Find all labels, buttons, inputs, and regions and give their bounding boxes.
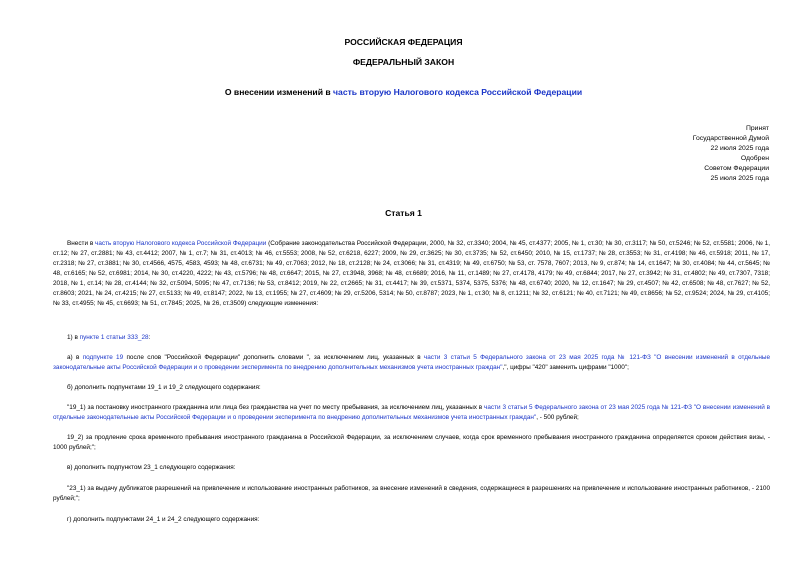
paragraph-23-1: "23_1) за выдачу дубликатов разрешений на привлечение и использование иностранных работников, за внесение изменений в сведения, содержащиеся в разрешениях на привлечение и использование иностранных работников, - 2100 рублей;";: [53, 485, 770, 502]
paragraph-item-1: [53, 333, 770, 343]
paragraph-text: , - 500 рублей;: [536, 414, 579, 421]
adoption-block: [693, 124, 769, 184]
paragraph-item-a: [53, 353, 770, 373]
federal-law-121-link[interactable]: части 3 статьи 5 Федерального закона от 23 мая 2025 года № 121-ФЗ "О внесении изменений в отдельные законодательные акты Российской Федерации и о проведении эксперимента по внедрению дополнительных механизмов учета иностранных граждан": [53, 404, 770, 421]
adoption-line: Одобрен: [740, 155, 769, 162]
article-333-28-link[interactable]: пункте 1 статьи 333_28: [79, 334, 149, 341]
paragraph-text: (Собрание законодательства Российской Федерации, 2000, № 32, ст.3340; 2004, № 45, ст.4377; 2005, № 1, ст.30; № 30, ст.3117; № 50, ст.5246; № 52, ст.5581; 2006, № 1, ст.12; № 27, ст.2881; № 43, ст.4412; 2007, № 1, ст.7; № 31, ст.4013; № 46, ст.5553; 2008, № 52, ст.6218, 6227; 2009, № 29, ст.3625; № 30, ст.3735; № 52, ст.6450; 2010, № 15, ст.1737; № 28, ст.3553; № 31, ст.4198; № 46, ст.5918; 2011, № 17, ст.2318; № 27, ст.3881; № 30, ст.4566, 4575, 4583, 4593; № 48, ст.6731; № 49, ст.7063; 2012, № 18, ст.2128; № 24, ст.3066; № 31, ст.4319; № 49, ст.6750; № 53, ст. 7578, 7607; 2013, № 9, ст.874; № 14, ст.1647; № 30, ст.4084; № 44, ст.5645; № 48, ст.6165; № 52, ст.6981; 2014, № 30, ст.4220, 4222; № 43, ст.5796; № 48, ст.6647; 2015, № 27, ст.3948, 3968; № 48, ст.6689; 2016, № 11, ст.1489; № 27, ст.4178, 4179; № 49, ст.6844; 2017, № 27, ст.3942; № 31, ст.4802; № 49, ст.7307, 7318; 2018, № 1, ст.14; № 28, ст.4144; № 32, ст.5094, 5095; № 47, ст.7136; № 53, ст.8412; 2019, № 22, ст.2665; № 31, ст.4417; № 39, ст.5371, 5374, 5375, 5376; № 48, ст.6740; 2020, № 12, ст.1647; № 29, ст.4507; № 42, ст.6508; № 48, ст.7627; № 52, ст.8603; 2021, № 24, ст.4215; № 27, ст.5133; № 49, ст.8147; 2022, № 13, ст.1955; № 27, ст.4609; № 29, ст.5206, 5314; № 50, ст.8787; 2023, № 1, ст.30; № 8, ст.1211; № 32, ст.6121; № 40, ст.7121; № 49, ст.8656; № 52, ст.9524; 2024, № 29, ст.4105; № 33, ст.4955; № 45, ст.6693; № 51, ст.7845; 2025, № 26, ст.3509) следующие изменения:: [53, 240, 771, 307]
paragraph-text: Внести в: [67, 240, 96, 247]
adoption-line: Государственной Думой: [692, 135, 769, 142]
paragraph-intro: [53, 239, 770, 309]
paragraph-item-g: г) дополнить подпунктами 24_1 и 24_2 следующего содержания:: [67, 516, 260, 523]
adoption-line: Советом Федерации: [704, 165, 769, 172]
adoption-line: 25 июля 2025 года: [710, 175, 769, 182]
country-heading: РОССИЙСКАЯ ФЕДЕРАЦИЯ: [344, 37, 463, 47]
law-title: [0, 87, 807, 98]
paragraph-text: "19_1) за постановку иностранного гражданина или лица без гражданства на учет по месту пребывания, за исключением лиц, указанных в: [67, 404, 485, 411]
law-title-prefix: О внесении изменений в: [224, 87, 334, 97]
paragraph-text: 1) в: [67, 334, 80, 341]
paragraph-text: а) в: [67, 354, 83, 361]
paragraph-text: после слов "Российской Федерации" дополнить словами ", за исключением лиц, указанных в: [123, 354, 424, 361]
adoption-line: Принят: [745, 125, 769, 132]
paragraph-text: :: [148, 334, 151, 341]
law-title-link[interactable]: часть вторую Налогового кодекса Российской Федерации: [333, 87, 583, 97]
federal-law-121-link[interactable]: части 3 статьи 5 Федерального закона от 23 мая 2025 года № 121-ФЗ "О внесении изменений в отдельные законодательные акты Российской Федерации и о проведении эксперимента по внедрению дополнительных механизмов учета иностранных граждан": [53, 354, 771, 371]
law-type-heading: ФЕДЕРАЛЬНЫЙ ЗАКОН: [352, 57, 455, 67]
tax-code-link[interactable]: часть вторую Налогового кодекса Российской Федерации: [95, 240, 267, 247]
adoption-line: 22 июля 2025 года: [710, 145, 769, 152]
paragraph-19-1: [53, 403, 770, 423]
subparagraph-19-link[interactable]: подпункте 19: [82, 354, 124, 361]
article-heading: Статья 1: [385, 208, 422, 218]
paragraph-text: ,", цифры "420" заменить цифрами "1000";: [502, 364, 629, 371]
paragraph-19-2: 19_2) за продление срока временного пребывания иностранного гражданина в Российской Федерации, за исключением случаев, когда срок временного пребывания иностранного гражданина определяется сроком действия визы, - 1000 рублей;";: [53, 434, 770, 451]
paragraph-item-v: в) дополнить подпунктом 23_1 следующего содержания:: [67, 464, 236, 471]
paragraph-item-b: б) дополнить подпунктами 19_1 и 19_2 следующего содержания:: [67, 384, 261, 391]
